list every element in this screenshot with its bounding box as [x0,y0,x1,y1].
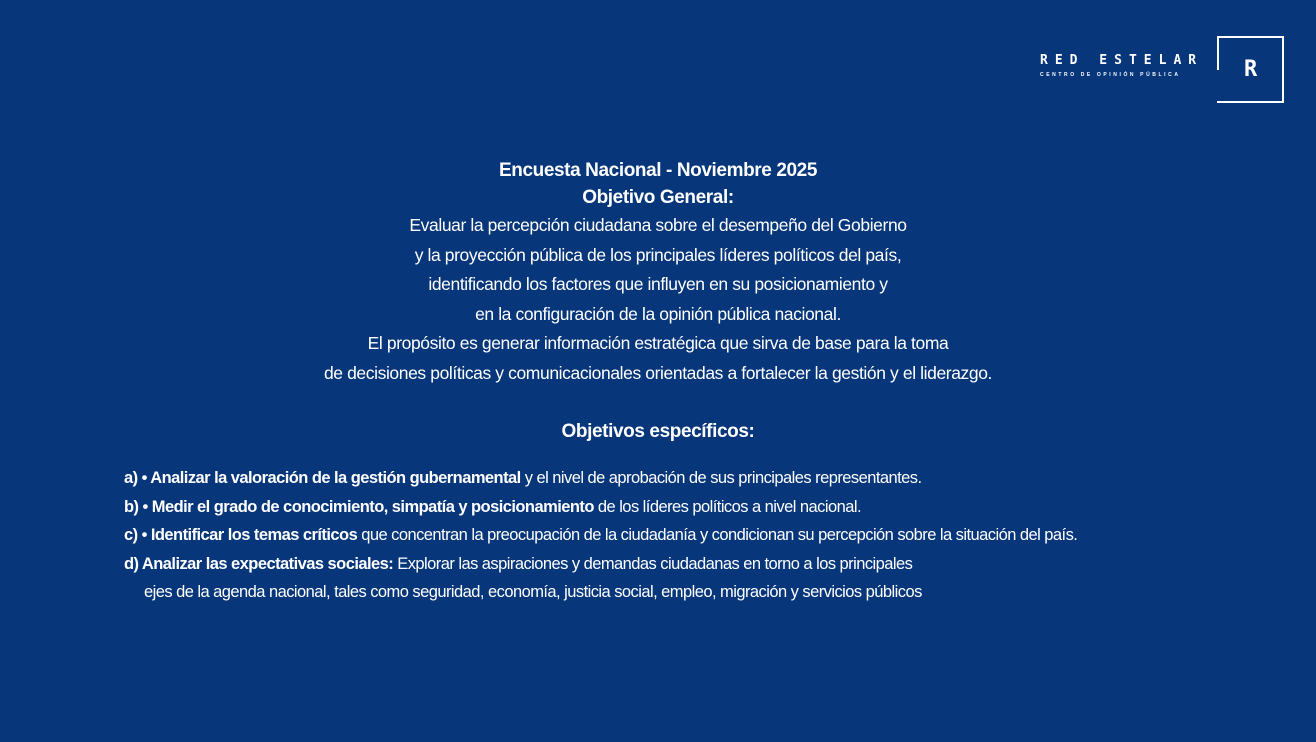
general-objective-line: y la proyección pública de los principales líderes políticos del país, [414,244,902,265]
objective-item-d-lead: d) Analizar las expectativas sociales: [124,554,394,573]
objective-item-a-lead: a) • Analizar la valoración de la gestión gubernamental [124,469,521,487]
survey-title: Encuesta Nacional - Noviembre 2025 [499,160,817,181]
general-objective-line: Evaluar la percepción ciudadana sobre el desempeño del Gobierno [409,215,907,235]
objective-item-a-text: y el nivel de aprobación de sus principales representantes. [520,469,922,487]
general-objective-line: en la configuración de la opinión pública nacional. [475,303,841,324]
logo-text [1040,54,1208,78]
objective-item-b [124,493,1264,522]
objective-item-c-lead: c) • Identificar los temas críticos [124,526,358,544]
objective-item-a [124,464,1264,493]
logo-monogram-frame [1217,36,1284,103]
general-objective-line: identificando los factores que influyen en su posicionamiento y [428,274,888,294]
logo-monogram: R [1244,57,1258,82]
specific-objectives-list [124,464,1264,607]
general-objective-heading: Objetivo General: [582,187,734,208]
objective-item-c [124,521,1264,550]
general-objective-section [0,157,1316,388]
purpose-line: de decisiones políticas y comunicacionales orientadas a fortalecer la gestión y el liderazgo. [323,362,993,383]
logo-name: RED ESTELAR [1040,53,1204,68]
specific-objectives-heading: Objetivos específicos: [561,421,755,442]
objective-item-b-text: de los líderes políticos a nivel nacional. [593,497,861,516]
objective-item-d-continuation: ejes de la agenda nacional, tales como seguridad, economía, justicia social, empleo, migración y servicios públicos [144,583,922,601]
objective-item-d [124,550,1264,579]
logo [1040,36,1288,106]
purpose-line: El propósito es generar información estratégica que sirva de base para la toma [367,333,949,353]
objective-item-c-text: que concentran la preocupación de la ciudadanía y condicionan su percepción sobre la situación del país. [357,526,1078,544]
objective-item-b-lead: b) • Medir el grado de conocimiento, simpatía y posicionamiento [124,497,594,516]
logo-tagline: CENTRO DE OPINIÓN PÚBLICA [1040,72,1181,78]
objective-item-d-text: Explorar las aspiraciones y demandas ciudadanas en torno a los principales [393,554,913,573]
